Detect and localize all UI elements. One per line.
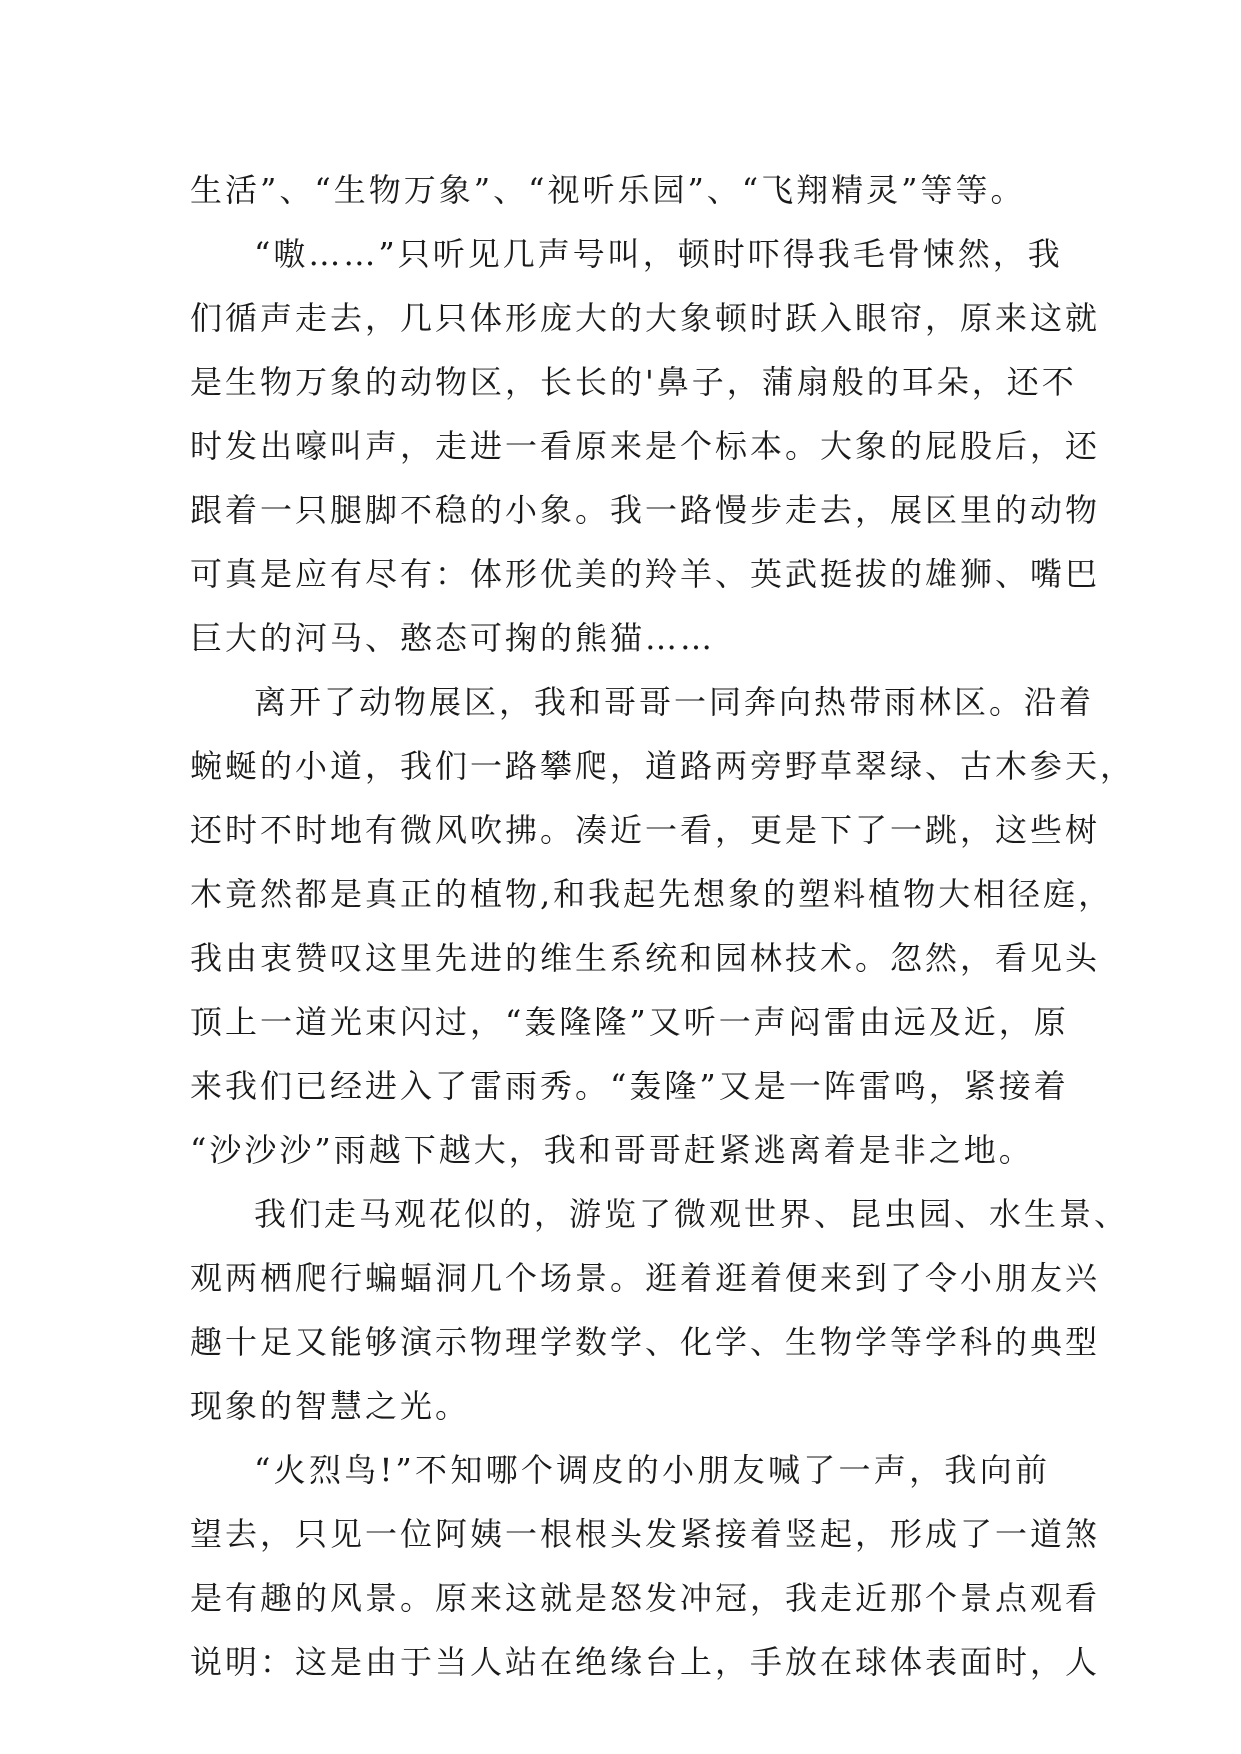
text-line: 来我们已经进入了雷雨秀。“轰隆”又是一阵雷鸣，紧接着 (190, 1067, 1069, 1105)
text-line: 生活”、“生物万象”、“视听乐园”、“飞翔精灵”等等。 (190, 171, 1026, 209)
text-line: 趣十足又能够演示物理学数学、化学、生物学等学科的典型 (190, 1323, 1101, 1361)
text-line: 观两栖爬行蝙蝠洞几个场景。逛着逛着便来到了令小朋友兴 (190, 1259, 1101, 1297)
text-line: “嗷……”只听见几声号叫，顿时吓得我毛骨悚然，我 (254, 235, 1063, 273)
text-line: 跟着一只腿脚不稳的小象。我一路慢步走去，展区里的动物 (190, 491, 1101, 529)
text-line: 我们走马观花似的，游览了微观世界、昆虫园、水生景、 (254, 1195, 1130, 1233)
text-line: 我由衷赞叹这里先进的维生系统和园林技术。忽然，看见头 (190, 939, 1101, 977)
text-line: 木竟然都是真正的植物,和我起先想象的塑料植物大相径庭， (190, 875, 1114, 913)
body-text (190, 158, 1136, 1694)
text-line: 巨大的河马、憨态可掬的熊猫…… (190, 619, 716, 657)
text-line: 时发出嚎叫声，走进一看原来是个标本。大象的屁股后，还 (190, 427, 1101, 465)
text-line: 还时不时地有微风吹拂。凑近一看，更是下了一跳，这些树 (190, 811, 1101, 849)
text-line: 说明：这是由于当人站在绝缘台上，手放在球体表面时，人 (190, 1643, 1101, 1681)
text-line: 现象的智慧之光。 (190, 1387, 471, 1425)
text-line: 顶上一道光束闪过，“轰隆隆”又听一声闷雷由远及近，原 (190, 1003, 1069, 1041)
text-line: 离开了动物展区，我和哥哥一同奔向热带雨林区。沿着 (254, 683, 1095, 721)
text-line: 望去，只见一位阿姨一根根头发紧接着竖起，形成了一道煞 (190, 1515, 1101, 1553)
text-line: 可真是应有尽有：体形优美的羚羊、英武挺拔的雄狮、嘴巴 (190, 555, 1101, 593)
text-line: 们循声走去，几只体形庞大的大象顿时跃入眼帘，原来这就 (190, 299, 1101, 337)
text-line: 蜿蜒的小道，我们一路攀爬，道路两旁野草翠绿、古木参天， (190, 747, 1136, 785)
text-line: “火烈鸟!”不知哪个调皮的小朋友喊了一声，我向前 (254, 1451, 1050, 1489)
text-line: “沙沙沙”雨越下越大，我和哥哥赶紧逃离着是非之地。 (190, 1131, 1034, 1169)
text-line: 是生物万象的动物区，长长的'鼻子，蒲扇般的耳朵，还不 (190, 363, 1077, 401)
text-line: 是有趣的风景。原来这就是怒发冲冠，我走近那个景点观看 (190, 1579, 1101, 1617)
